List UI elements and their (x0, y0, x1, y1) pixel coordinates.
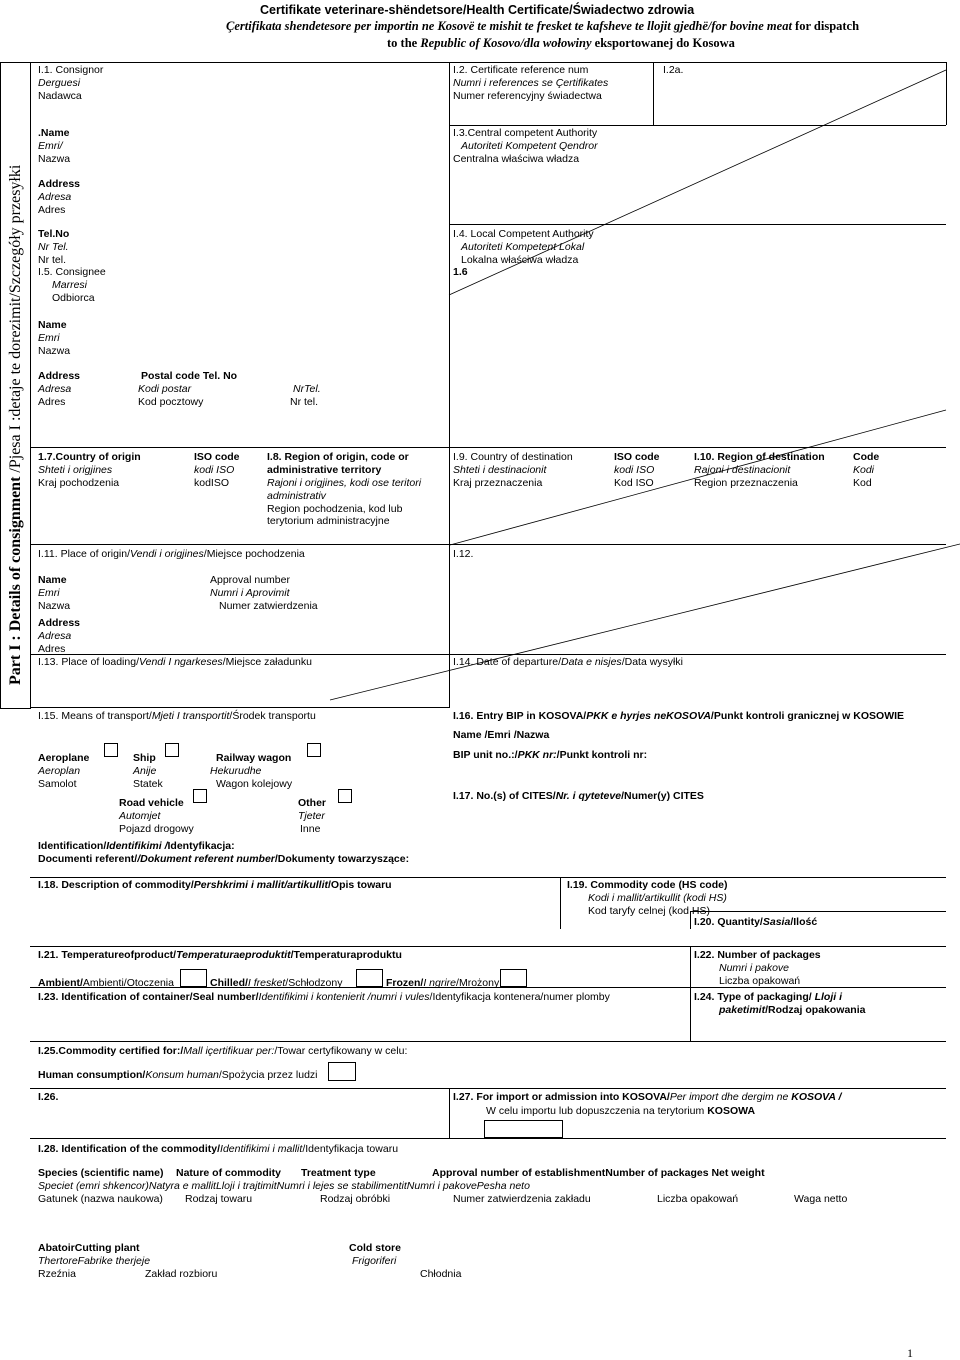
place-loading-title (38, 656, 312, 669)
documents-label (38, 853, 409, 866)
country-destination-title: I.9. Country of destination (453, 451, 573, 463)
cites-a: I.17. No.(s) of CITES/ (453, 790, 556, 802)
aeroplane-checkbox[interactable] (104, 743, 118, 757)
human-r: /Spożycia przez ludzi (218, 1069, 318, 1081)
human-consumption-checkbox[interactable] (328, 1062, 356, 1081)
cert-ref-pl: Numer referencyjny świadectwa (453, 90, 602, 102)
frozen-r: /Mrożony (456, 977, 500, 989)
field-i12: I.12. (453, 548, 474, 560)
destination-iso-sq: kodi ISO (614, 464, 655, 476)
consignor-sq: Derguesi (38, 77, 81, 89)
place-loading-r: /Miejsce załadunku (222, 656, 312, 668)
identification-label (38, 840, 235, 853)
temp-chilled-label (210, 977, 342, 990)
side-label-rest: /Pjesa I :detaje te dorezimit/Szczegóły przesyłki (7, 164, 24, 477)
bip-i: PKK e hyrjes neKOSOVA (586, 710, 711, 722)
place-origin-i: Vendi i origjines (130, 548, 204, 560)
consignor-name-pl: Nazwa (38, 153, 71, 165)
region-origin-title: I.8. Region of origin, code or (267, 451, 409, 463)
ident28-i: Identifikimi i mallit (220, 1143, 303, 1155)
docs-a: Documenti referent/ (38, 853, 138, 865)
consignor-tel-label: Tel.No (38, 228, 70, 240)
certified-r: /Towar certyfikowany w celu: (274, 1045, 408, 1057)
country-origin-pl: Kraj pochodzenia (38, 477, 120, 489)
commodity-desc-title (38, 879, 392, 892)
entry-bip-title (453, 710, 904, 723)
cols-sq: Speciet (emri shkencor)Natyra e mallitLloji i trajtimitNumri i lejes se stabilimentitNumri i pakovePesha neto (38, 1180, 530, 1192)
origin-address-label: Address (38, 617, 81, 629)
commodity-desc-a: I.18. Description of commodity/ (38, 879, 194, 891)
col-approval-packages-weight: Approval number of establishmentNumber of packages Net weight (432, 1167, 765, 1179)
consignee-address-sq: Adresa (38, 383, 72, 395)
col-packages-pl: Liczba opakowań (657, 1193, 739, 1205)
docs-b: /Dokumenty towarzyszące: (274, 853, 410, 865)
import-i: Per import dhe dergim ne (669, 1091, 792, 1103)
destination-code-pl: Kod (853, 477, 872, 489)
import-line2-bold: KOSOWA (707, 1105, 756, 1117)
place-loading-i: Vendi I ngarkeses (139, 656, 223, 668)
region-origin-sq-2: administrativ (267, 490, 326, 502)
origin-name-sq: Emri (38, 587, 60, 599)
consignor-address-sq: Adresa (38, 191, 72, 203)
chilled-r: /Schłodzony (285, 977, 343, 989)
cert-ref-title: I.2. Certificate reference num (453, 64, 589, 76)
frozen-a: Frozen/ (386, 977, 424, 989)
road-checkbox[interactable] (193, 789, 207, 803)
col-weight-pl: Waga netto (794, 1193, 848, 1205)
cites-title (453, 790, 704, 803)
temp-ambient-label (38, 977, 174, 990)
ship-sq: Anije (133, 765, 157, 777)
human-i: Konsum human (145, 1069, 219, 1081)
origin-iso-pl: kodISO (194, 477, 230, 489)
aeroplane-label: Aeroplane (38, 752, 90, 764)
consignee-name-label: Name (38, 319, 67, 331)
ident-i: Identifikimi / (106, 840, 168, 852)
temp-frozen-label (386, 977, 499, 990)
date-departure-a: I.14. Date of departure/ (453, 656, 561, 668)
other-label: Other (298, 797, 327, 809)
temperature-title (38, 949, 402, 962)
chilled-a: Chilled/ (210, 977, 248, 989)
bip-r: /Punkt kontroli granicznej w KOSOWIE (710, 710, 905, 722)
packaging-pl: /Rodzaj opakowania (765, 1004, 866, 1016)
destination-code-sq: Kodi (853, 464, 875, 476)
subtitle3-b: eksportowanej do Kosowa (591, 36, 735, 50)
origin-name-pl: Nazwa (38, 600, 71, 612)
commodity-code-sq: Kodi i mallit/artikullit (kodi HS) (588, 892, 727, 904)
container-title (38, 991, 610, 1004)
destination-code-label: Code (853, 451, 880, 463)
certified-a: I.25.Commodity certified for:/ (38, 1045, 184, 1057)
bip-unit-a: BIP unit no.:/ (453, 749, 518, 761)
approval-number-label: Approval number (210, 574, 290, 586)
import-line2: W celu importu lub dopuszczenia na terytorium (486, 1105, 708, 1117)
consignor-pl: Nadawca (38, 90, 82, 102)
subtitle-rest: for dispatch (791, 19, 860, 33)
col-approval-pl: Numer zatwierdzenia zakładu (453, 1193, 591, 1205)
region-origin-pl-2: terytorium administracyjne (267, 515, 390, 527)
import-admission-checkbox[interactable] (484, 1120, 563, 1138)
consignee-sq: Marresi (52, 279, 88, 291)
origin-iso-label: ISO code (194, 451, 240, 463)
field-1-6: 1.6 (453, 266, 468, 278)
cert-ref-sq: Numri i references se Çertifikates (453, 77, 609, 89)
bip-unit-r: /Punkt kontroli nr: (556, 749, 648, 761)
human-consumption-label (38, 1069, 318, 1082)
central-authority-pl: Centralna właściwa władza (453, 153, 580, 165)
ambient-a: Ambient/ (38, 977, 83, 989)
consignee-tel-pl: Nr tel. (290, 396, 319, 408)
consignee-tel-sq: NrTel. (293, 383, 321, 395)
quantity-a: I.20. Quantity/ (694, 916, 763, 928)
cutting-plant-pl: Zakład rozbioru (145, 1268, 218, 1280)
bip-a: I.16. Entry BIP in KOSOVA/ (453, 710, 587, 722)
rail-checkbox[interactable] (307, 743, 321, 757)
ident-a: Identification/ (38, 840, 107, 852)
origin-name-label: Name (38, 574, 67, 586)
import-a: I.27. For import or admission into KOSOVA/ (453, 1091, 670, 1103)
place-origin-title (38, 548, 305, 561)
place-origin-r: /Miejsce pochodzenia (203, 548, 305, 560)
ambient-checkbox[interactable] (180, 969, 207, 987)
country-destination-pl: Kraj przeznaczenia (453, 477, 543, 489)
bip-unit-label (453, 749, 647, 762)
commodity-code-title: I.19. Commodity code (HS code) (567, 879, 728, 891)
other-checkbox[interactable] (338, 789, 352, 803)
subtitle3-italic: Republic of Kosovo/dla wołowiny (420, 36, 592, 50)
consignee-name-sq: Emri (38, 332, 60, 344)
consignee-address-label: Address (38, 370, 81, 382)
consignee-postal-label: Postal code Tel. No (141, 370, 238, 382)
commodity-desc-i: Pershkrimi i mallit/artikullit (193, 879, 328, 891)
temp-a: I.21. Temperatureofproduct/ (38, 949, 177, 961)
consignor-title: I.1. Consignor (38, 64, 104, 76)
transport-a: I.15. Means of transport/ (38, 710, 152, 722)
abattoir-pl: Rzeźnia (38, 1268, 76, 1280)
ambient-r: Ambienti/Otoczenia (82, 977, 174, 989)
commodity-code-pl: Kod taryfy celnej (kod HS) (588, 905, 710, 917)
date-departure-i: Data e nisjes (560, 656, 622, 668)
certificate-title: Certifikate veterinare-shëndetsore/Health Certificate/Świadectwo zdrowia (260, 3, 695, 17)
consignee-postal-sq: Kodi postar (138, 383, 192, 395)
rail-label: Railway wagon (216, 752, 292, 764)
consignor-address-pl: Adres (38, 204, 66, 216)
cites-r: /Numer(y) CITES (621, 790, 704, 802)
container-i: Identifikimi i kontenierit /numri i vules (258, 991, 430, 1003)
col-treatment-pl: Rodzaj obróbki (320, 1193, 391, 1205)
container-r: /Identyfikacja kontenera/numer plomby (429, 991, 610, 1003)
col-nature-pl: Rodzaj towaru (185, 1193, 253, 1205)
transport-i: Mjeti I transportit (151, 710, 230, 722)
frozen-i: I ngrire (423, 977, 457, 989)
date-departure-title (453, 656, 683, 669)
place-origin-a: I.11. Place of origin/ (38, 548, 131, 560)
local-authority-pl: Lokalna właściwa władza (461, 254, 579, 266)
road-pl: Pojazd drogowy (119, 823, 194, 835)
cold-store-sq: Frigoriferi (352, 1255, 397, 1267)
temp-i: Temperaturaeproduktit (176, 949, 291, 961)
cold-store-label: Cold store (349, 1242, 401, 1254)
commodity-desc-r: /Opis towaru (328, 879, 392, 891)
temp-r: /Temperaturaproduktu (290, 949, 402, 961)
consignee-postal-pl: Kod pocztowy (138, 396, 204, 408)
other-pl: Inne (300, 823, 321, 835)
packaging-sq2: paketimit (719, 1004, 766, 1016)
import-admission-pl (486, 1105, 755, 1118)
road-label: Road vehicle (119, 797, 184, 809)
approval-number-pl: Numer zatwierdzenia (219, 600, 318, 612)
local-authority-title: I.4. Local Competent Authority (453, 228, 594, 240)
consignee-name-pl: Nazwa (38, 345, 71, 357)
date-departure-r: /Data wysyłki (621, 656, 683, 668)
aeroplane-sq: Aeroplan (38, 765, 81, 777)
destination-iso-label: ISO code (614, 451, 660, 463)
certified-i: Mall içertifikuar per: (183, 1045, 275, 1057)
consignor-tel-pl: Nr tel. (38, 254, 67, 266)
chilled-checkbox[interactable] (356, 969, 383, 987)
docs-i: /Dokument referent number (137, 853, 275, 865)
origin-address-pl: Adres (38, 643, 66, 655)
local-authority-sq: Autoriteti Kompetent Lokal (461, 241, 585, 253)
packaging-type-title (694, 991, 842, 1004)
col-species: Species (scientific name) (38, 1167, 164, 1179)
col-nature: Nature of commodity (176, 1167, 282, 1179)
cites-i: Nr. i qyteteve (555, 790, 622, 802)
other-sq: Tjeter (298, 810, 325, 822)
subtitle-italic: Çertifikata shendetesore per importin ne Kosovë te mishit te fresket te kafsheve te llojit gjedhë/for bovine meat (226, 19, 792, 33)
ship-pl: Statek (133, 778, 163, 790)
region-origin-sq: Rajoni i origjines, kodi ose teritori (267, 477, 422, 489)
col-treatment: Treatment type (301, 1167, 376, 1179)
region-origin-pl: Region pochodzenia, kod lub (267, 503, 403, 515)
consignor-name-sq: Emri/ (38, 140, 63, 152)
consignor-address-label: Address (38, 178, 81, 190)
consignor-tel-sq: Nr Tel. (38, 241, 69, 253)
cert-ref-2a: I.2a. (663, 64, 684, 76)
human-a: Human consumption/ (38, 1069, 146, 1081)
central-authority-sq: Autoriteti Kompetent Qendror (461, 140, 598, 152)
page-number: 1 (907, 1346, 913, 1360)
place-loading-a: I.13. Place of loading/ (38, 656, 139, 668)
frozen-checkbox[interactable] (500, 969, 527, 987)
consignor-name-label: .Name (38, 127, 70, 139)
ship-label: Ship (133, 752, 156, 764)
transport-title (38, 710, 316, 723)
road-sq: Automjet (119, 810, 161, 822)
chilled-i: I fresket (247, 977, 286, 989)
rail-pl: Wagon kolejowy (216, 778, 293, 790)
origin-address-sq: Adresa (38, 630, 72, 642)
cold-store-pl: Chłodnia (420, 1268, 462, 1280)
ship-checkbox[interactable] (165, 743, 179, 757)
field-i26: I.26. (38, 1091, 59, 1103)
certified-for-title (38, 1045, 407, 1058)
packaging-i: Lloji i (811, 991, 843, 1003)
container-a: I.23. Identification of container/Seal number/ (38, 991, 259, 1003)
quantity-i: Sasia (762, 916, 791, 928)
region-destination-sq: Rajoni i destinacionit (694, 464, 791, 476)
quantity-r: /Ilość (790, 916, 818, 928)
country-destination-sq: Shteti i destinacionit (453, 464, 547, 476)
origin-iso-sq: kodi ISO (194, 464, 235, 476)
country-origin-title: 1.7.Country of origin (38, 451, 141, 463)
import-ib: KOSOVA / (791, 1091, 842, 1103)
transport-r: /Środek transportu (229, 710, 316, 722)
packages-sq: Numri i pakove (719, 962, 790, 974)
packages-pl: Liczba opakowań (719, 975, 801, 987)
consignee-title: I.5. Consignee (38, 266, 106, 278)
ident28-a: I.28. Identification of the commodity/ (38, 1143, 221, 1155)
ident-b: Identyfikacja: (167, 840, 235, 852)
packages-title: I.22. Number of packages (694, 949, 821, 961)
packaging-a: I.24. Type of packaging/ (694, 991, 812, 1003)
consignee-address-pl: Adres (38, 396, 66, 408)
region-origin-title-2: administrative territory (267, 464, 382, 476)
destination-iso-pl: Kod ISO (614, 477, 654, 489)
country-origin-sq: Shteti i origjines (38, 464, 113, 476)
ident28-r: /Identyfikacja towaru (302, 1143, 399, 1155)
central-authority-title: I.3.Central competent Authority (453, 127, 598, 139)
side-label-bold: Part I : Details of consignment (7, 476, 24, 685)
col-species-pl: Gatunek (nazwa naukowa) (38, 1193, 163, 1205)
import-admission-title (453, 1091, 841, 1104)
abattoir-sq: ThertoreFabrike therjeje (38, 1255, 151, 1267)
region-destination-title: I.10. Region of destination (694, 451, 825, 463)
approval-number-sq: Numri i Aprovimit (210, 587, 290, 599)
region-destination-pl: Region przeznaczenia (694, 477, 798, 489)
aeroplane-pl: Samolot (38, 778, 77, 790)
packaging-type-line2 (719, 1004, 865, 1017)
commodity-identification-title (38, 1143, 398, 1156)
bip-name-label: Name /Emri /Nazwa (453, 729, 550, 741)
abattoir-label: AbatoirCutting plant (38, 1242, 140, 1254)
rail-sq: Hekurudhe (210, 765, 262, 777)
quantity-title (694, 916, 817, 929)
bip-unit-i: PKK nr: (517, 749, 557, 761)
consignee-pl: Odbiorca (52, 292, 95, 304)
subtitle3-a: to the (387, 36, 421, 50)
